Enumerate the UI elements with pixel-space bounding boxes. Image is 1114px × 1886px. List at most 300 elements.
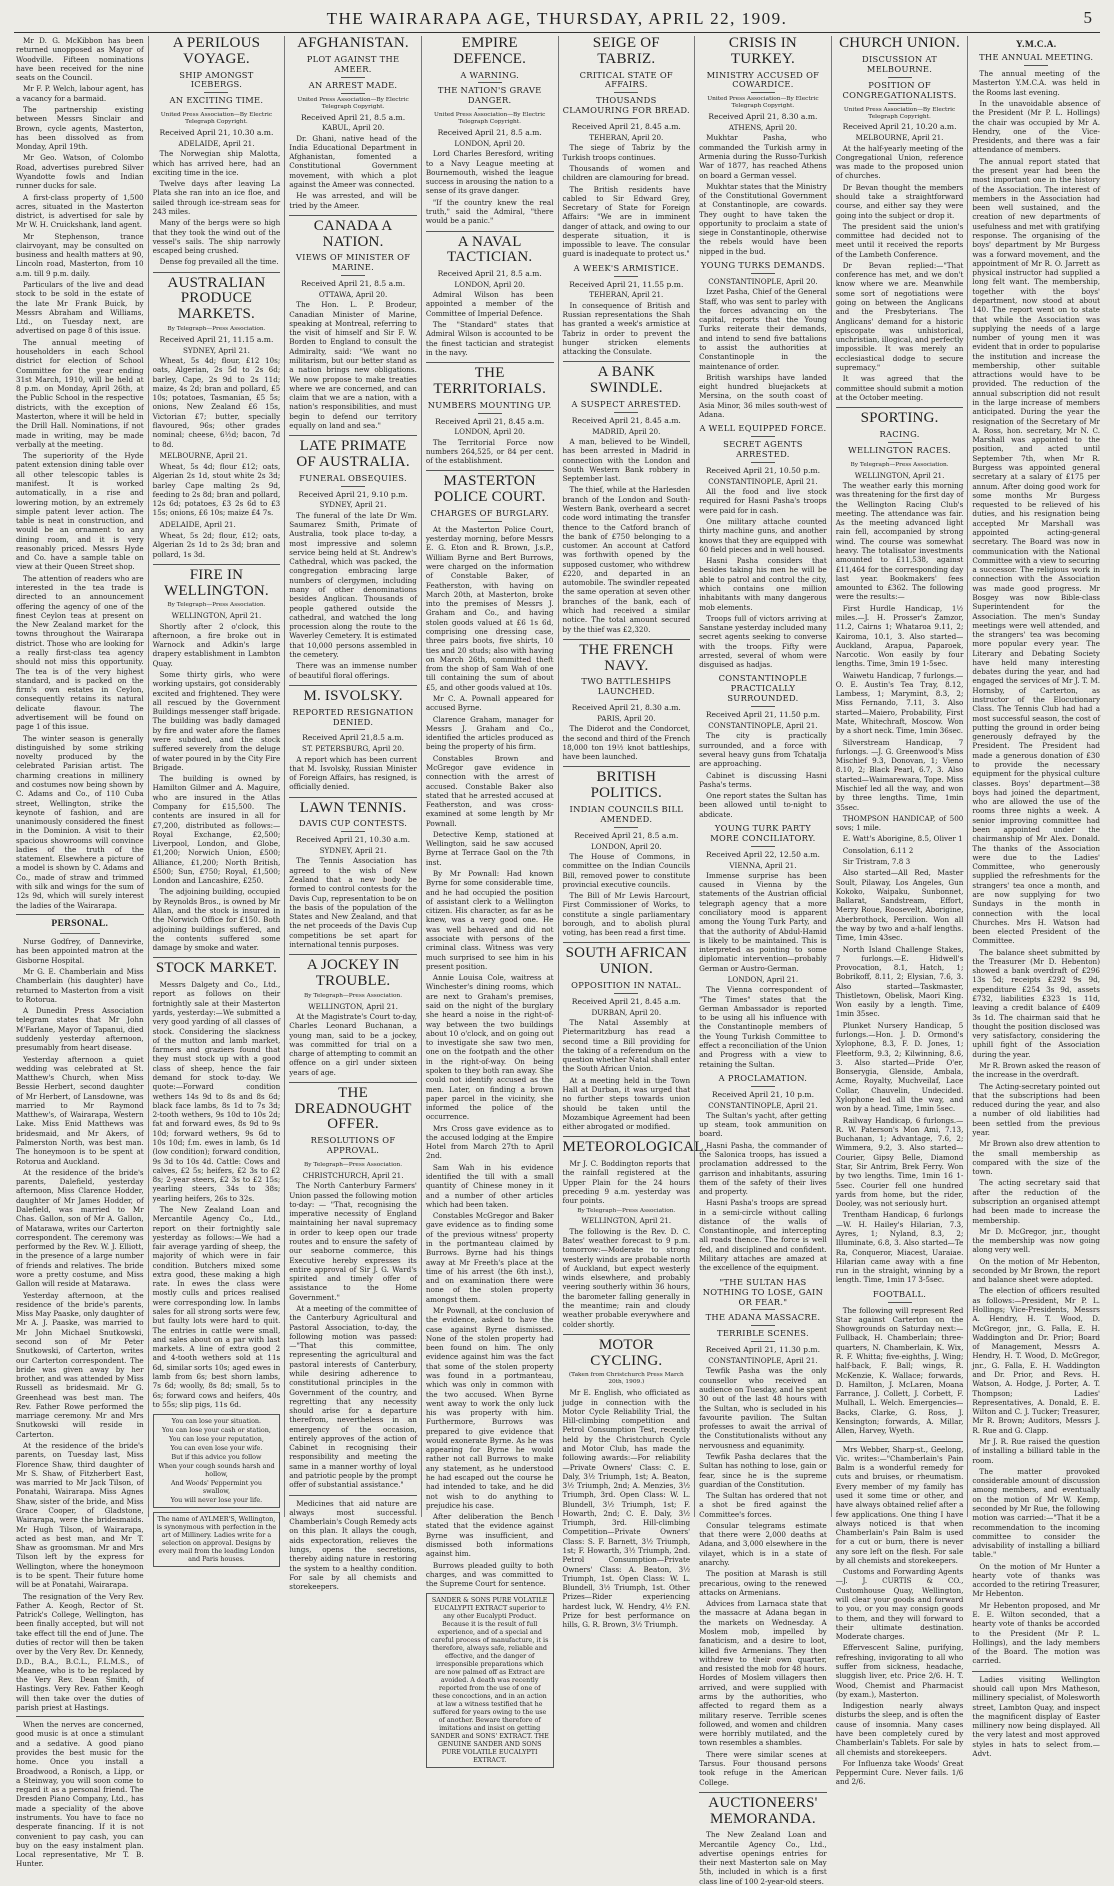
- paragraph: Izzet Pasha, Chief of the General Staff, who was sent to parley with the forces advancing on the capital, reports that the Young Turks reiterate their demands, and intend to send five battalions to assist the authorities at Constantinople in the maintenance of order.: [699, 287, 827, 371]
- credit-line: United Press Association—By Electric Telegraph Copyright.: [433, 112, 546, 126]
- article-body: [289, 856, 417, 949]
- article-body: [699, 487, 827, 669]
- credit-line: United Press Association—By Electric Telegraph Copyright.: [160, 112, 273, 126]
- headline: SEIGE OF TABRIZ.: [592, 35, 660, 67]
- headline: A BANK SWINDLE.: [589, 364, 663, 397]
- article-tabriz: [563, 36, 691, 259]
- paragraph: In the unavoidable absence of the President (Mr P. L. Hollings) the chair was occupied by Mr A. Hendry, one of the Vice-Presidents, and there was a fair attendance of members.: [972, 99, 1100, 155]
- dateline: Received April 21, 8.30 a.m.: [708, 112, 818, 122]
- paragraph: A Dunedin Press Association telegram states that Mr John M'Farlane, Mayor of Tapanui, died suddenly yesterday afternoon, presumably from heart disease.: [16, 1006, 144, 1053]
- saline-advertisement: Effervescent Saline, purifying, refreshing, invigorating to all who suffer from sickness, headache, sluggish liver, etc. Price 2/6. H. T. Wood, Chemist and Pharmacist (by exam.), Masterton.: [835, 1643, 964, 1699]
- article-body: [563, 301, 691, 357]
- subheadline: SHIP AMONGST ICEBERGS.: [153, 71, 281, 94]
- article-body: [699, 1366, 827, 1786]
- column-5: [558, 35, 708, 1630]
- place-line: TEHERAN, April 20.: [589, 133, 664, 143]
- article-body: [563, 437, 691, 634]
- subheadline: THE ANNUAL MEETING.: [972, 53, 1100, 66]
- paragraph: The Territorial Force now numbers 264,525, or 84 per cent. of the establishment.: [425, 437, 554, 466]
- dateline: Received April 21, 10.50 p.m.: [705, 466, 821, 476]
- article-body: [426, 525, 554, 1589]
- article-body: [153, 622, 281, 953]
- cough-remedy-advertisement: Medicines that aid nature are always most successful. Chamberlain's Cough Remedy acts on this plan. It allays the cough, aids expectoration, relieves the lungs, opens the secretions, thereby aiding nature in restoring the system to a healthy condition. For sale by all chemists and storekeepers.: [289, 1498, 417, 1592]
- paragraph: At the Magistrate's Court to-day, Charles Leonard Buchanan, a young man, said to be a jockey, was committed for trial on a charge of attempting to commit an offence on a girl under sixteen years of age.: [289, 1011, 417, 1077]
- article-body: [153, 980, 281, 1409]
- column-4: [421, 35, 558, 1765]
- paragraph: The annual report stated that the present year had been the most important one in the history of the Association. The interest of members in the Association had been well sustained, and the creation of new departments of usefulness and met with gratifying response. The organising of the boys' department by Mr Burgess was a forward movement, and the appointment of Mr R. O. Jarrett as physical instructor had supplied a long felt want. The membership, together with the boys' department, now stood at about 140. The report went on to state that while the Association was supplying the needs of a large number of young men it was evident that in order to popularise the institution and increase the membership, other suitable attractions would have to be provided. The reduction of the annual subscription did not result in the large increase of members anticipated. During the year the resignation of the Secretary of Mr A. Ross, hon. secretary, Mr N. C. Marshall was appointed to the position, and acted until September 7th, when Mr R. Burgess was appointed general secretary at a salary of £175 per annum. After doing good work for some months Mr Burgess requested to be relieved of his duties, and his resignation being accepted Mr Marshall was appointed acting-general secretary. The Board was now in communication with the National Committee with a view to securing a successor. The religious work in connection with the Association was made good progress. Mr Bosgey was now Bible-class Superintendent for the Association. The men's Sunday meetings were well attended, and the strangers' tea was becoming more popular every year. The Literary and Debating Society have held many interesting debates during the year, and had engaged the services of Mr J. T. M. Hornsby, of Carterton, as instructor of the Elocutionary Class. The Tennis Club had had a most successful season, the cost of putting the ground in order being generously defrayed by the President. The President had made a generous donation of £30 to provide the necessary equipment for the physical culture classes. Boys' department—38 boys had joined the department, who are allowed the use of the rooms three nights a week. A senior improving committee had been appointed under the chairmanship of Mr Alex. Donald. The thanks of the Association were due to the Ladies' Committee, who generously supplied the refreshments for the strangers' tea once a month, and are now supplying for two Sundays in the month in connection with the local Churches. Mrs H. Watson had been elected President of the Committee.: [972, 156, 1100, 946]
- headline: A PERILOUS VOYAGE.: [172, 35, 261, 67]
- article-perilous-voyage: [153, 36, 281, 267]
- subheadline: CHARGES OF BURGLARY.: [426, 509, 554, 522]
- paragraph: A report which has been current that M. Isvolsky, Russian Minister of Foreign Affairs, has resigned, is officially denied.: [289, 754, 417, 792]
- paragraph: Burrows pleaded guilty to both charges, and was committed to the Supreme Court for sentence.: [425, 1560, 554, 1589]
- paragraph: Tewfik Pasha was the only counsellor who received an audience on Tuesday, and he spent 30 out of the last 48 hours with the Sultan, who is secluded in his favourite pavilion. The Sultan professes to await the arrival of the Constitutionalists without any nervousness and equanimity.: [699, 1366, 827, 1450]
- article-police-court: [426, 474, 554, 1588]
- paragraph: The annual meeting of householders in each School district for election of School Committee for the year ending 31st March, 1910, will be held at 8 p.m. on Monday, April 26th, at the Public School in the respective districts, with the exception of Masterton, where it will be held in the Drill Hall. Nominations, if not made in writing, may be made verbally at the meeting.: [16, 337, 144, 449]
- place-line: SYDNEY, April 21.: [319, 500, 387, 510]
- article-body: [563, 852, 691, 938]
- paragraph: There was an immense number of beautiful floral offerings.: [289, 661, 417, 680]
- paragraph: "If the country knew the real truth," said the Admiral, "there would be a panic.": [425, 197, 554, 226]
- dateline: Received April 21, 8.5 a.m.: [437, 128, 542, 138]
- credit-line: United Press Association—By Electric Telegraph Copyright.: [843, 106, 956, 120]
- paragraph: The British residents have cabled to Sir Edward Grey, Secretary of State for Foreign Affairs: "We are in imminent danger of attack, and owing to our desperate situation, it is impossible to leave. The consular guard is inadequate to protect us.": [562, 184, 691, 259]
- article-body: [289, 300, 417, 430]
- paragraph: On the motion of Mr Hebenton, seconded by Mr Brown, the report and balance sheet were adopted.: [972, 1256, 1100, 1285]
- article-well-equipped-force: [699, 424, 827, 669]
- subheadline: YOUNG TURKS DEMANDS.: [699, 261, 827, 274]
- paragraph: Wheat, 5s 2d; flour, £12; oats, Algerian 2s 1d to 2s 3d; bran and pollard, 1s 3d.: [152, 531, 281, 559]
- credit-line: By Telegraph—Press Association.: [167, 602, 266, 609]
- paragraph: Wheat, 5s 4d; flour £12; oats, Algerian 2s 1d, stout white 2s 3d; barley Cape malting 2s 9d, feeding to 2s 8d; bran and pollard, 12s 6d; potatoes, £3 2s 6d to £3 15s; onions, £6 10s; maize £4 7s.: [152, 462, 281, 518]
- article-proclamation: [699, 1074, 827, 1273]
- paragraph: The Sultan has ordered that not a shot be fired against the Committee's forces.: [699, 1491, 827, 1519]
- paragraph: Mr J. R. Rue raised the question of installing a billiard table in the room.: [972, 1436, 1100, 1465]
- article-sporting: [836, 411, 964, 1285]
- paragraph: Thousands of women and children are clamouring for bread.: [562, 163, 691, 183]
- place-line: OTTAWA, April 20.: [318, 290, 388, 300]
- article-football: [836, 1290, 964, 1436]
- paragraph: The partnership existing between Messrs Sinclair and Brown, cycle agents, Masterton, has been dissolved as from Monday, April 19th.: [16, 104, 144, 152]
- headline: M. ISVOLSKY.: [303, 687, 403, 704]
- article-body: [699, 133, 827, 256]
- subheadline: VIEWS OF MINISTER OF MARINE.: [289, 253, 417, 276]
- paragraph: Particulars of the live and dead stock to be sold in the estate of the late Mr Frank Buick, by Messrs Abraham and Williams, Ltd., on Tuesday next, are advertised on page 8 of this issue.: [16, 280, 144, 336]
- paragraph: The "Standard" states that Admiral Wilson is accounted to be the finest tactician and strategist in the navy.: [425, 319, 554, 357]
- dateline: Received April 21, 11.55 p.m.: [569, 279, 684, 289]
- paragraph: On the motion of Mr Hunter a hearty vote of thanks was accorded to the retiring Treasurer, Mr Hebenton.: [972, 1561, 1100, 1599]
- paragraph: The New Zealand Loan and Mercantile Agency Co., Ltd., advertise openings entries for their next Masterton sale on May 5th, included in which is a first class line of 100 2-year-old steers.: [699, 1830, 827, 1886]
- dateline: Received April 21, 8.5 a.m.: [437, 269, 542, 279]
- headline: BRITISH POLITICS.: [590, 769, 662, 802]
- article-lawn-tennis: [289, 801, 417, 950]
- paragraph: The following will represent Red Star against Carterton on the Showgrounds on Saturday next:—Fullback, H. Chamberlain; three-quarters, N. Chamberlain, K. Wix, R. F. Whitta; five-eighths, J. Wing; half-back, F. Ball; wings, R. McKenzie, K. Wallace; forwards, D. Hamilton, J. McLaren, Moana Farrance, J. Collett, J. Corbett, F. Mulhall, L. Welch. Emergencies—Backs, Clarke, G. Ross, J. Kensington; forwards, A. Millar, Allen, Harvey, Wyeth.: [835, 1305, 964, 1436]
- paragraph: Clarence Graham, manager for Messrs J. Graham and Co., identified the articles produced as being the property of his firm.: [425, 714, 554, 752]
- credit-line: By Telegraph—Press Association.: [167, 325, 266, 332]
- paragraph: Mr F. P. Welch, labour agent, has a vacancy for a barmaid.: [16, 84, 144, 103]
- dateline: Received April 21, 8.5 a.m.: [300, 279, 406, 289]
- paragraph: The Sultan's yacht, after getting up steam, took ammunition on board.: [699, 1110, 827, 1139]
- paragraph: A first-class property of 1,500 acres, situated in the Masterton district, is advertised for sale by Mr W. H. Cruickshank, land agent.: [16, 192, 144, 230]
- paragraph: Silverstream Handicap, 7 furlongs. —J. G. Greenwood's Miss Mischief 9.3, Donovan, 1; Vieno 8.10, 2; Black Pearl, 6.7, 3. Also started—Waimarewara, Tope. Miss Mischief led all the way, and won by three lengths. Time, 1min 35sec.: [835, 737, 964, 812]
- paragraph: Shortly after 2 o'clock, this afternoon, a fire broke out in Warnock and Adkin's large drapery establishment in Lambton Quay.: [152, 621, 281, 668]
- headline: Y.M.C.A.: [1015, 40, 1057, 50]
- masthead: [14, 6, 1100, 33]
- article-surrounded: [699, 674, 827, 818]
- article-armistice: [563, 264, 691, 357]
- place-line: MADRID, April 20.: [592, 426, 661, 436]
- article-naval-tactician: [426, 235, 554, 358]
- paragraph: Mr R. Brown asked the reason of the increase in the overdraft.: [972, 1061, 1100, 1080]
- paragraph: Dr Bevan thought the members should take a straightforward course, and either say they were going into the subject or drop it.: [835, 182, 964, 220]
- paragraph: Wheat, 5s 4d; flour, £12 10s; oats, Algerian, 2s 5d to 2s 6d; barley, Cape, 2s 9d to 2s 11d; maize, 4s 2d; bran and pollard, £5 10s; potatoes, Tasmanian, £5 5s; onions, New Zealand £6 15s, Victorian £7; butter, specially flavoured, 96s; other grades nominal; cheese, 6½d; bacon, 7d to 8d.: [152, 355, 281, 449]
- article-body: [563, 1159, 691, 1205]
- dateline: Received April 21, 11.30 p.m.: [705, 1345, 821, 1355]
- paragraph: It was agreed that the committee should submit a motion at the October meeting.: [835, 374, 964, 402]
- article-body: [289, 511, 417, 680]
- column-2: [148, 35, 285, 1564]
- subheadline: TWO BATTLESHIPS LAUNCHED.: [563, 677, 691, 700]
- subheadline: YOUNG TURK PARTY MORE CONCILIATORY.: [699, 824, 827, 847]
- subheadline: FOOTBALL.: [836, 1290, 964, 1303]
- paragraph: Nurse Godfrey, of Dannevirke, has been appointed matron at the Gisborne Hospital.: [16, 937, 144, 965]
- paragraph: The city is practically surrounded, and a force with several heavy guns from Tchatalja are approaching.: [699, 731, 827, 769]
- aylmers-advertisement: [153, 1512, 281, 1567]
- paragraph: He was arrested, and will be tried by the Ameer.: [289, 191, 417, 210]
- headline: METEOROLOGICAL.: [562, 1139, 708, 1156]
- headline: AUCTIONEERS' MEMORANDA.: [708, 1794, 818, 1827]
- paragraph: The balance sheet submitted by the Treasurer (Mr D. Hebenton) showed a bank overdraft of £296 13s 5d; receipts £292 9s 9d, expenditure £254 3s 9d, assets £732, liabilities £323 1s 11d, leaving a credit balance of £409 3s 1d. The chairman said that he thought the position disclosed was very satisfactory, considering the uphill fight of the Association during the year.: [972, 947, 1100, 1059]
- paragraph: The Tennis Association has agreed to the wish of New Zealand that a new body be formed to control contests for the Davis Cup, representation to be on the basis of the population of the States and New Zealand, and that the net proceeds of the Davis Cup competitions be set apart for international tennis purposes.: [289, 856, 417, 949]
- paragraph: Mr Pownall, at the conclusion of the evidence, asked to have the case against Byrne dismissed. None of the stolen property had been found on him. The only evidence against him was the fact that some of the stolen property was found in a portmanteau, which was only in common with the two accused. When Byrne went away to work the only luck his was property with him. Furthermore, Burrows was prepared to give evidence that would exonerate Byrne. As he was appearing for Byrne he would rather not call Burrows to make any statement, as he understood he had escaped out the course he had intended to take, and he did not wish to do anything to prejudice his case.: [425, 1305, 554, 1510]
- article-body: [699, 731, 827, 819]
- dateline: Received April 21, 8.5 a.m.: [574, 830, 679, 840]
- paragraph: Constables McGregor and Baker gave evidence as to finding some of the previous witness' property in the portmanteau claimed by Burrows. Byrne had his things away at Mr Freeth's place at the time of his arrest (the 6th inst.), and on examination there were none of the stolen property amongst them.: [425, 1211, 554, 1304]
- paragraph: There were similar scenes at Tarsus. Four thousand persons took refuge in the American College.: [699, 1749, 827, 1787]
- article-body: [972, 69, 1100, 1666]
- paragraph: Sam Wah in his evidence identified the till with a small quantity of Chinese money in it and a number of other articles which had been taken.: [425, 1162, 554, 1209]
- paragraph: The acting secretary said that after the reduction of the subscription an organised attempt had been made to increase the membership.: [972, 1178, 1100, 1225]
- article-crisis-turkey: [699, 36, 827, 256]
- headline: AUSTRALIAN PRODUCE MARKETS.: [167, 274, 266, 323]
- article-dreadnought: [289, 1086, 417, 1490]
- paragraph: You can lose your reputation,: [169, 1435, 264, 1444]
- place-line: LONDON, April 21.: [727, 974, 799, 984]
- paragraph: Mr Brown also drew attention to the small membership as compared with the size of the town.: [972, 1139, 1100, 1177]
- paragraph: The siege of Tabriz by the Turkish troops continues.: [562, 143, 691, 162]
- place-line: MELBOURNE, April 21.: [855, 133, 944, 143]
- paragraph: Mr J. C. Boddington reports that the rainfall registered at the Upper Plain for the 24 hours preceding 9 a.m. yesterday was four points.: [562, 1159, 691, 1206]
- dateline: Received April 21, 8.45 a.m.: [571, 122, 681, 132]
- paragraph: The president said the union's committee had decided not to meet until it received the reports of the Lambeth Conference.: [835, 221, 964, 259]
- place-line: VIENNA, April 21.: [729, 860, 797, 870]
- credit-line: By Telegraph—Press Association.: [304, 1162, 403, 1169]
- place-line: ADELAIDE, April 21.: [178, 139, 255, 149]
- headline: MOTOR CYCLING.: [590, 1336, 663, 1369]
- subheadline: REPORTED RESIGNATION DENIED.: [289, 708, 417, 731]
- paragraph: The following is the Rev. D. C. Bates' weather forecast to 9 p.m. tomorrow:—Moderate to strong westerly winds are probable north of Auckland, but expect westerly winds elsewhere, and probably veering southerly within 36 hours, the barometer falling generally in the meantime; rain and cloudy weather probable everywhere and colder shortly.: [562, 1226, 691, 1329]
- article-body: [153, 149, 281, 266]
- article-young-turks-demands: [699, 261, 827, 419]
- paragraph: Waiwetu Handicap, 7 furlongs.—O. E. Austin's Tea Tray, 8.12, Lambess, 1; Marymint, 8.3, 2; Miss Fernando, 7.11, 3. Also started—Maiero, Probability, First Mate, Whitechraft, Moscow. Won by a short neck. Time, 1min 36sec.: [835, 670, 964, 736]
- paragraph: You can lose your cash or station,: [162, 1426, 271, 1435]
- article-afghanistan: [289, 36, 417, 210]
- paragraph: Sir Tristram, 7.8 3: [842, 856, 911, 866]
- article-british-politics: [563, 770, 691, 937]
- paragraph: Also started—All Red, Master Soult, Pilaway, Los Angeles, Gun Kokoko, Waipaku, Sunbonnet, Ballarat, Sandstream, Effort, Merry Roue, Roosevelt, Aborigine, Aberbrothock, Percilion. Won all the way by two and a-half lengths. Time, 1min 43sec.: [835, 868, 964, 943]
- paragraph: E. Watt's Aborigine, 8.5, Oliver 1: [842, 834, 963, 844]
- paragraph: Hasni Pasha, the commander of the Salonica troops, has issued a proclamation addressed to the garrison and inhabitants, assuring them of the safety of their lives and property.: [699, 1140, 827, 1197]
- article-body: [426, 290, 554, 357]
- paragraph: A man, believed to be Windell, has been arrested in Madrid in connection with the London and South Western Bank robbery in September last.: [562, 436, 691, 484]
- dateline: Received April 21, 8.30 a.m.: [571, 703, 681, 713]
- paragraph: The annual meeting of the Masterton Y.M.C.A. was held in the Rooms last evening.: [972, 69, 1100, 97]
- paragraph: British warships have landed eight hundred bluejackets at Mersina, on the south coast of Asia Minor, 36 miles south-west of Adana.: [699, 372, 827, 419]
- place-line: DURBAN, April 20.: [591, 1007, 662, 1017]
- paragraph: The winter season is generally distinguished by some striking novelty produced by the celebrated Parisian artist. The charming creations in millinery and costumes now being shown by C. Adams and Co., of 110 Cuba street, Wellington, strike the keynote of fashion, and are unanimously considered the finest in the Dominion. A visit to their spacious showrooms will convince ladies of the truth of the statement. Elsewhere a picture of a model is shown by C. Adams and Co., made of straw and trimmed with silk and wings for the sum of 12s 9d, which will surely interest the ladies of the Wairarapa.: [16, 733, 144, 910]
- article-body: [289, 755, 417, 792]
- paragraph: Hasni Pasha's troops are spread in a semi-circle without calling distance of the walls of Constantinople, and intercepting all roads thence. The force is well fed, and disciplined and confident. Military attaches are amazed at the excellence of the equipment.: [699, 1198, 827, 1273]
- headline: CHURCH UNION.: [839, 35, 961, 51]
- place-line: SYDNEY, April 21.: [182, 345, 250, 355]
- piano-advertisement: When the nerves are concerned, good music is at once a stimulant and a sedative. A good piano provides the best music for the home. Once you install a Broadwood, a Ronisch, a Lipp, or a Steinway, you will soon come to regard it as a personal friend. The Dresden Piano Company, Ltd., has made a speciality of the above instruments. You have to face no desperate financing. If it is not convenient to pay cash, you can buy on the easy instalment plan. Local representative, Mr T. B. Hunter.: [16, 1720, 144, 1869]
- paragraph: The thief, while at the Harlesden branch of the London and South-Western Bank, overheard a secret code word intimating the transfer thence to the Catford branch of the bank of £750 belonging to a customer. An account at Catford was forthwith opened by the supposed customer, who withdrew £220, and departed in an automobile. The swindler repeated the same operation at seven other branches of the bank, each of which had received a similar notice. The total amount secured by the thief was £2,320.: [562, 485, 691, 634]
- headline: THE FRENCH NAVY.: [579, 641, 674, 674]
- article-south-african-union: [563, 946, 691, 1131]
- paragraph: The Norwegian ship Malotta, which has arrived here, had an exciting time in the ice.: [152, 149, 281, 177]
- headline: AFGHANISTAN.: [297, 35, 409, 51]
- place-line: WELLINGTON, April 21.: [308, 1001, 398, 1011]
- paragraph: Mr Geo. Watson, of Colombo Road, advertises purebred Silver Wyandotte fowls and Indian runner ducks for sale.: [16, 153, 144, 191]
- subheadline: THE NATION'S GRAVE DANGER.: [426, 86, 554, 109]
- subheadline: DAVIS CUP CONTESTS.: [289, 819, 417, 832]
- paragraph: The House of Commons, in committee on the Indian Councils Bill, removed power to constitute provincial executive councils.: [562, 851, 691, 889]
- paragraph: North Island Challenge Stakes, 7 furlongs.—E. Hidwell's Provocation, 8.1, Hatch, 1; Bobrikoff, 8.11, 2; Elysian, 7.6, 3. Also started—Taskmaster, Thistletown, Obelisk, Maori King. Won easily by a length. Time, 1min 35sec.: [835, 944, 964, 1019]
- paragraph: Yesterday afternoon a quiet wedding was celebrated at St. Matthew's Church, when Miss Bessie Herbert, second daughter of Mr Herbert, of Lansdowne, was married to Mr Raymond Matthew's, of Wairarapa, Western Lake. Miss Enid Matthews was bridesmaid, and Mr Akers, of Palmerston North, was best man. The honeymoon is to be spent at Rotorua and Auckland.: [16, 1054, 144, 1166]
- article-body: [426, 438, 554, 466]
- paragraph: When your cough sounds harsh and hollow,: [158, 1462, 275, 1479]
- paragraph: The election of officers resulted as follows:—President, Mr P. L. Hollings; Vice-Presidents, Messrs A. Hendry, H. T. Wood, D. McGregor, jnr., G. Falla, E. H. Waddington and Dr. Prior; Board of Management, Messrs A. Hendry, H. T. Wood, D. McGregor, jnr., G. Falla, E. H. Waddington and Dr. Prior, and Revs. H. Watson, A. Hodge, J. Porter, A. T. Thompson; Ladies' Representatives, A. Donald, E. E. Wilton and C. J. Tucker; Treasurer, Mr R. Brown; Auditors, Messrs J. R. Rue and G. Clapp.: [972, 1286, 1100, 1435]
- headline: LAWN TENNIS.: [299, 799, 407, 816]
- paragraph: You can even lose your wife.: [170, 1444, 263, 1453]
- article-isvolsky: [289, 689, 417, 792]
- paragraph: In consequence of British and Russian representations the Shah has granted a week's armistice at Tabriz in order to prevent the hunger stricken elements attacking the Consulate.: [562, 300, 691, 357]
- paragraph: Hasni Pasha considers that besides taking his men he will be able to patrol and control the city, which contains one million inhabitants with many dangerous mob elements.: [699, 556, 827, 612]
- paragraph: The adjoining building, occupied by Reynolds Bros., is owned by Mr Allan, and the stock is insured in the Norwich Office for £150. Both adjoining buildings suffered, and the contents suffered some damage by smoke and water.: [152, 887, 281, 953]
- dateline: Received April 21, 10.20 a.m.: [842, 122, 957, 132]
- article-conciliatory: [699, 824, 827, 1069]
- dateline: Received April 21, 10.30 a.m.: [159, 128, 274, 138]
- subheadline: DISCUSSION AT MELBOURNE.: [836, 55, 964, 78]
- paragraph: But if this advice you follow: [171, 1453, 262, 1462]
- tablets-advertisement: Indigestion nearly always disturbs the sleep, and is often the cause of insomnia. Many cases have been completely cured by Chamberlain's Tablets. For sale by all chemists and storekeepers.: [835, 1701, 964, 1757]
- paragraph: First Hurdle Handicap, 1½ miles.—J. H. Prosser's Zamzor, 11.2, Cairns 1; Whataroa 9.11, 2; Kairoma, 10.1, 3. Also started—Auckland, Arapua, Paparoek, Narcotic. Won easily by four lengths. Time, 3min 19 1-5sec.: [835, 603, 964, 669]
- article-body: [699, 871, 827, 973]
- dateline: Received April 21, 8.45 a.m.: [571, 415, 681, 425]
- ad-text: SANDER & SONS PURE VOLATILE EUCALYPTI EXTRACT superior to any other Eucalypti Product. Because it is the result of full experience, and of a special and careful process of manufacture, it is therefore, always safe, reliable and effective, and the danger of irresponsible preparations which are now palmed off as Extract are avoided. A death was recently reported from the use of one of these concoctions, and in an action at law a witness testified that he suffered for years owing to the use of another. Beware therefore of imitations and insist on getting SANDER and SONS' EXTRACT. THE GENUINE SANDER AND SONS PURE VOLATILE EUCALYPTI EXTRACT.: [430, 1596, 549, 1765]
- paragraph: THOMPSON HANDICAP, of 500 sovs; 1 mile.: [835, 813, 964, 833]
- columns: [12, 35, 1104, 1886]
- article-body: [563, 1227, 691, 1329]
- place-line: CONSTANTINOPLE, April 20.: [708, 276, 818, 286]
- paragraph: Twelve days after leaving La Plata she ran into an ice floe, and sailed through ice-stream seas for 243 miles.: [152, 179, 281, 217]
- paragraph: You will never lose your life.: [170, 1496, 263, 1505]
- paragraph: Mr D. McGregor, jnr., thought the membership was now going along very well.: [972, 1226, 1100, 1255]
- subheadline: SECRET AGENTS ARRESTED.: [699, 440, 827, 463]
- column-3: [284, 35, 421, 1592]
- dateline: Received April 21, 8.45 a.m.: [435, 416, 545, 426]
- paragraph: Admiral Wilson has been appointed a member of the Committee of Imperial Defence.: [425, 290, 554, 318]
- paragraph: At the half-yearly meeting of the Congregational Union, reference was made to the proposed union of churches.: [835, 143, 964, 181]
- headline: CRISIS IN TURKEY.: [728, 35, 797, 67]
- article-ymca: [972, 39, 1100, 1666]
- paragraph: And Woods' Peppermint you swallow,: [170, 1479, 262, 1496]
- paragraph: At the residence of the bride's parents, Dalefield, yesterday afternoon, Miss Clarence Hodder, daughter of Mr James Hodder, of Dalefield, was married to Mr Chas. Gallon, son of Mr A. Gallon, of Matarawa, writes our Carterton correspondent. The ceremony was performed by the Rev. W. J. Elliott, in the presence of a large number of friends and relatives. The bride wore a pretty costume, and Miss Gallon will reside at Matarawa.: [16, 1167, 144, 1289]
- column-8: [967, 36, 1104, 1758]
- credit-line: United Press Association—By Electric Telegraph Copyright.: [707, 96, 819, 110]
- paragraph: The Hon. L. P. Brodeur, Canadian Minister of Marine, speaking at Montreal, referring to the visit of himself and Sir F. W. Borden to England to consult the Admiralty, said: "We want no militarism, but our better stand as a nation brings new obligations. We now propose to make treaties where we are concerned, and can claim that we are a nation, with a nation's responsibilities, and must begin to defend our territory equally on land and sea.": [289, 300, 417, 430]
- paragraph: The North Canterbury Farmers' Union passed the following motion to-day: — "That, recognising the imperative necessity of England maintaining her naval supremacy in order to keep open our trade routes and to ensure the safety of our seaborne commerce, this Executive hereby expresses its entire approval of Sir J. G. Ward's spirited and timely offer of assistance to the Home Government.": [289, 1181, 417, 1302]
- subheadline: CRITICAL STATE OF AFFAIRS.: [563, 71, 691, 94]
- paragraph: At a meeting held in the Town Hall at Durban, it was urged that no further steps towards union should be taken until the Mozambique Agreement had been either abrogated or modified.: [562, 1075, 691, 1132]
- masthead-title: THE WAIRARAPA AGE, THURSDAY, APRIL 22, 1909.: [326, 9, 788, 28]
- dateline: Received April 21, 10.30 a.m.: [296, 835, 411, 845]
- headline: THE TERRITORIALS.: [433, 365, 547, 397]
- dateline: Received April 21,8.5 a.m.: [302, 733, 404, 743]
- paragraph: At the residence of the bride's parents, on Tuesday last, Miss Florence Shaw, third daughter of Mr S. Shaw, of Fitzherbert East, was married to Mr Jack Tilson, of Ponatahi, Wairarapa. Miss Agnes Shaw, sister of the bride, and Miss Grace Cooper, of Gladstone, Wairarapa, were the bridesmaids. Mr Hugh Tilson, of Wairarapa, acted as best man, and Mr T. Shaw as groomsman. Mr and Mrs Tilson left by the express for Wellington, where the honeymoon is to be spent. Their future home will be at Ponatahi, Wairarapa.: [16, 1441, 144, 1590]
- paragraph: One report states the Sultan has been allowed until to-night to abdicate.: [699, 791, 827, 819]
- article-body: [836, 1306, 964, 1436]
- place-line: CONSTANTINOPLE, April 21.: [708, 476, 818, 486]
- paragraph: The weather early this morning was threatening for the first day of the Wellington Racing Club's meeting. The attendance was fair. As the meeting advanced light rain fell, accompanied by strong wind. The course was somewhat heavy. The totalisator investments amounted to £11,538, against £11,464 for the corresponding day last year. Bookmakers' fees amounted to £362. The following were the results:—: [835, 481, 964, 602]
- subheadline: PLOT AGAINST THE AMEER.: [289, 55, 417, 78]
- subheadline: FUNERAL OBSEQUIES.: [289, 474, 417, 487]
- paragraph: After deliberation the Bench stated that the evidence against Byrne was insufficient, and dismissed both informations against him.: [425, 1512, 554, 1559]
- paragraph: At a meeting of the committee of the Canterbury Agricultural and Pastoral Association, to-day, the following motion was passed:—"That this committee, representing the agricultural and pastoral interests of Canterbury, while desiring adherence to constitutional principles in the Government of the country, and regretting that any necessity should arise for a departure therefrom, nevertheless in an emergency of the occasion, entirely approves of the action of Cabinet in recognising their responsibility and meeting the same in a manner worthy of loyal and patriotic people by the prompt offer of substantial assistance.": [289, 1303, 417, 1490]
- millinery-advertisement: Ladies visiting Wellington should call upon Mrs Matheson, millinery specialist, of Molesworth street, Lambton Quay, and inspect the magnificent display of Easter millinery now being displayed. All the very latest and most approved styles in hats to select from.—Advt.: [972, 1674, 1100, 1758]
- personal-heading: PERSONAL.: [51, 918, 109, 929]
- paragraph: The matter provoked considerable amount of discussion among members, and eventually on the motion of Mr W. Kemp, seconded by Mr Rue, the following motion was carried:—"That it be a recommendation to the incoming committee to consider the advisability of installing a billiard table.": [972, 1466, 1100, 1560]
- place-line: WELLINGTON, April 21.: [854, 470, 945, 480]
- paragraph: Annie Louisa Cole, waitress at Winchester's dining rooms, which are next to Graham's premises, said on the night of the burglary she heard a noise in the right-of-way between the two buildings about 10 o'clock, and on going out to investigate she saw two men, one on the footpath and the other in the right-of-way. On being spoken to they both ran away. She could not identify accused as the men. Later, on finding a brown paper parcel in the vicinity, she informed the police of the occurrence.: [425, 973, 554, 1122]
- personal-notes: [16, 937, 144, 1712]
- headline: MASTERTON POLICE COURT.: [433, 473, 546, 506]
- paragraph: Consular telegrams estimate that there were 2,000 deaths at Adana, and 3,000 elsewhere in the vilayet, which is in a state of anarchy.: [699, 1520, 827, 1568]
- paragraph: One military attache counted thirty machine guns, and another knows that they are equipped with 60 field pieces and in well housed.: [699, 516, 827, 554]
- subheadline: A WEEK'S ARMISTICE.: [563, 264, 691, 277]
- article-body: [563, 724, 691, 761]
- paragraph: The Natal Assembly at Pietermaritzburg has read a second time a Bill providing for the taking of a referendum on the question whether Natal shall enter the South African Union.: [562, 1017, 691, 1074]
- paragraph: Some thirty girls, who were working upstairs, got considerably excited and frightened. They were all rescued by the Government Buildings messenger staff brigade. The building was badly damaged by fire and water afore the flames were subdued, and the stock suffered severely from the deluge of water poured in by the City Fire Brigade.: [152, 670, 281, 772]
- place-line: LONDON, April 20.: [454, 427, 525, 437]
- paragraph: Immense surprise has been caused in Vienna by the statements of the Austrian official telegraph agency that a more conciliatory mood is apparent among the Young Turk Party, and that the authority of Abdul-Hamid is likely to be maintained. This is interpreted as pointing to some diplomatic intervention—probably German or Austro-German.: [699, 870, 827, 973]
- paragraph: The Bill of Mr Lewis Harcourt, First Commissioner of Works, to constitute a single parliamentary borough, and to abolish plural voting, has been read a first time.: [562, 891, 691, 938]
- article-body: [699, 287, 827, 419]
- paragraph: Plunket Nursery Handicap, 5 furlongs.—Hon. J. D. Ormond's Xylophone, 8.3, F. D. Jones, 1; Fleetform, 9.3, 2; Kilwinning, 8.6, 3. Also started—Pride O'er, Bonserygia, Glenside, Ambala, Acme, Royalty, Muchveilaf, Lace Collar, Chauvelin, Undecided. Xylophone led all the way, and won by a head. Time, 1min 5sec.: [835, 1020, 964, 1114]
- article-territorials: [426, 366, 554, 465]
- paragraph: Many of the bergs were so high that they took the wind out of the vessel's sails. The ship narrowly escaped being crushed.: [152, 218, 281, 256]
- subheadline: AN ARREST MADE.: [289, 81, 417, 94]
- paragraph: Mr C. A. Pownall appeared for accused Byrne.: [425, 693, 554, 713]
- dateline: Received April 21, 11.15 a.m.: [159, 334, 274, 344]
- subheadline: POSITION OF CONGREGATIONALISTS.: [836, 81, 964, 104]
- place-line: ST. PETERSBURG, April 20.: [302, 744, 405, 754]
- paragraph: All the food and live stock required for Hasni Pasha's troops were paid for in cash.: [699, 487, 827, 515]
- paragraph: Advices from Larnaca state that the massacre at Adana began in the markets on Wednesday. A Moslem mob, impelled by fanaticism, and a desire to loot, killed five Armenians. They then withdrew to their own quarter, and resisted the mob for 48 hours. Hordes of Moslem villagers then arrived, and were supplied with arms by the authorities, who affected to regard them as a military reserve. Terrible scenes followed, and women and children were horribly mutilated, and the town resembles a shambles.: [699, 1599, 827, 1748]
- dateline: Received April 21, 8.5 a.m.: [300, 112, 406, 122]
- place-line: CONSTANTINOPLE, April 21.: [708, 1356, 818, 1366]
- paragraph: The superiority of the Hyde patent extension dining table over all other telescopic tables is manifest. It is worked automatically, in a rise and lowering motion, by an extremely simple patent lever action. The table is neat in construction, and would be an ornament to any dining room, and it is very reasonably priced. Messrs Hyde and Co. have a sample table on view at their Queen Street shop.: [16, 451, 144, 572]
- paragraph: Mukhtar states that the Ministry of the Constitutional Government at Constantinople, are cowards. They ought to have taken the opportunity to proclaim a state of siege in Constantinople, otherwise the rebels would have been nipped in the bud.: [699, 181, 827, 256]
- article-stock-market: [153, 961, 281, 1409]
- paragraph: Mr Stephenson, trance clairvoyant, may be consulted on business and health matters at 90, Lincoln road, Masterton, from 10 a.m. till 9 p.m. daily.: [16, 231, 144, 278]
- place-line: CONSTANTINOPLE, April 21.: [708, 721, 818, 731]
- paragraph: The resignation of the Very Rev. Father A. Keogh, Rector of St. Patrick's College, Wellington, has been finally accepted, but will not take effect till the end of June. The duties of rector will then be taken over by the Very Rev. Dr. Kennedy, D.D., B.A., B.C.L., F.L.M.S., of Meanee, who is to be replaced by the Very Rev. Dean Smith, of Hastings. Very Rev. Father Keogh will then take over the duties of parish priest at Hastings.: [16, 1591, 144, 1712]
- headline: THE DREADNOUGHT OFFER.: [294, 1084, 412, 1133]
- paragraph: Trentham Handicap, 6 furlongs—W. H. Hailey's Hilarian, 7.3, Ayres, 1; Nyland, 8.3, 2; Illuminate, 6.8, 3. Also started—Te Ra, Conqueror, Miacest, Uaraiae. Hilarian came away with a fine run in the straight, winning by a length. Time, 1min 17 3-5sec.: [835, 1210, 964, 1285]
- ad-text: The name of AYLMER'S, Wellington, is synonymous with perfection in the art of Millinery. Ladies write for a selection on approval. Designs by every mail from the leading London and Paris houses.: [156, 1515, 277, 1564]
- subheadline: RESOLUTIONS OF APPROVAL.: [289, 1136, 417, 1159]
- paragraph: You can lose your situation.: [171, 1417, 262, 1426]
- subheadline: THE ADANA MASSACRE.: [699, 1313, 827, 1326]
- article-body: [153, 356, 281, 559]
- paragraph: The Vienna correspondent of "The Times" states that the German Ambassador is reported to be using all his influence with the Constantinople members of the Young Turkish Committee to effect a reconciliation of the Union and Progress with a view to retaining the Sultan.: [699, 985, 827, 1069]
- article-body: [699, 1830, 827, 1886]
- subheadline: INDIAN COUNCILS BILL AMENDED.: [563, 805, 691, 828]
- place-line: LONDON, April 20.: [454, 139, 525, 149]
- subheadline: THOUSANDS CLAMOURING FOR BREAD.: [563, 96, 691, 119]
- article-body: [426, 149, 554, 225]
- paragraph: The New Zealand Loan and Mercantile Agency Co., Ltd., report on their fortnightly sale yesterday as follows:—We had a fair average yarding of sheep, the majority of which were in fair condition. Butchers mixed some extra good, these making a high rate. In ewes the class were mostly culls and prices realised were corresponding low. In lambs sales for all strong sorts were few, but faulty lots were hard to quit. The entries in cattle were small, and sales about on a par with last markets. A line of extra good 2 and 4-tooth wethers sold at 11s 6d, similar sorts 10s; aged ewes in lamb from 6s; best shorn lambs, 7s 6d; woolly, 8s 8d; small, 5s to 6s; forward cows and heifers, 40s to 55s; slip pigs, 11s 6d.: [152, 1204, 281, 1409]
- subheadline: MINISTRY ACCUSED OF COWARDICE.: [699, 71, 827, 94]
- paragraph: Mr D. G. McKibbon has been returned unopposed as Mayor of Woodville. Fifteen nominations have been received for the nine seats on the Council.: [16, 36, 144, 83]
- column-7: [831, 35, 968, 1787]
- subheadline: OPPOSITION IN NATAL.: [563, 981, 691, 994]
- paragraph: Lord Charles Beresford, writing to a Navy League meeting at Bournemouth, wished the league success in arousing the nation to a sense of its grave danger.: [425, 149, 554, 196]
- dateline: Received April 21, 10 p.m.: [711, 1089, 815, 1099]
- article-motor-cycling: [563, 1338, 691, 1630]
- paragraph: Mukhtar Pasha, who commanded the Turkish army in Armenia during the Russo-Turkish War of 1877, has reached Athens on board a German vessel.: [699, 133, 827, 180]
- dateline: Received April 21, 9.10 p.m.: [298, 489, 408, 499]
- paragraph: By Mr Pownall: Had known Byrne for some considerable time, and he had occupied the position of assistant clerk to a Wellington citizen. His character, as far as he knew, was a very good one. He was well behaved and did not associate with persons of the criminal class. Witness was very much surprised to see him in his present position.: [425, 869, 554, 971]
- subheadline: A PROCLAMATION.: [699, 1074, 827, 1087]
- article-church-union: [836, 36, 964, 402]
- paragraph: The Diderot and the Condorcet, the second and third of the French 18,000 ton 19½ knot battleships, have been launched.: [562, 724, 691, 762]
- article-french-navy: [563, 643, 691, 762]
- dateline: Received April 21, 11.50 p.m.: [705, 710, 821, 720]
- paragraph: The building is owned by Hamilton Gilmer and A. Maguire, who are insured in the Atlas Company for £15,500. The contents are insured in all for £7,200, distributed as follows:—Royal Exchange, £2,500; Liverpool, London, and Globe, £1,200; Norwich Union, £500; Alliance, £1,200; North British, £500; Sun, £750; Royal, £1,500; London and Lancashire, £250.: [152, 774, 281, 886]
- peppermint-advertisement: [153, 1414, 281, 1508]
- place-line: CONSTANTINOPLE, April 21.: [708, 1100, 818, 1110]
- article-meteorological: [562, 1139, 708, 1329]
- paragraph: Dense fog prevailed all the time.: [159, 257, 279, 267]
- credit-line: By Telegraph—Press Association.: [577, 1207, 676, 1214]
- article-adana: [699, 1278, 827, 1787]
- subheadline: WELLINGTON RACES.: [836, 446, 964, 459]
- place-line: WELLINGTON, April 21.: [581, 1216, 672, 1226]
- place-line: ATHENS, April 20.: [728, 123, 798, 133]
- subheadline: RACING.: [836, 430, 964, 443]
- paragraph: The funeral of the late Dr Wm. Saumarez Smith, Primate of Australia, took place to-day, a most impressive and solemn service being held at St. Andrew's Cathedral, which was packed, the congregation embracing large numbers of clergymen, including many of other denominations besides Anglican. Thousands of people gathered outside the cathedral, and watched the long procession along the route to the Waverley Cemetery. It is estimated that 10,000 persons assembled in the cemetery.: [289, 510, 417, 659]
- paragraph: Mr E. English, who officiated as judge in connection with the Motor Cycle Reliability Trial, the Hill-climbing competition and Petrol Consumption Test, recently held by the Christchurch Cycle and Motor Club, has made the following awards:—For reliability—Private Owners' Class: C. E. Daly, 3½ Triumph, 1st; A. Beaton, 3½ Triumph, 2nd; A. Menzies, 3½ Triumph, 3rd. Open Class: W. L. Blundell, 3½ Triumph, 1st; F. Howarth, 2nd; C. E. Daly, 3½ Triumph, 3rd. Hill-climbing Competition—Private Owners' Class: S. F. Barnett, 3½ Triumph, 1st; F. Howarth, 3½ Triumph, 2nd. Petrol Consumption—Private Owners' Class: A. Beaton, 3½ Triumph, 1st. Open Class: W. L. Blundell, 3½ Triumph, 1st. Other Prizes—Rider experiencing hardest luck, W. Hendry, 4½ F.N. Prize for best performance on hills, G. R. Brown, 3½ Triumph.: [562, 1388, 691, 1630]
- subheadline: AN EXCITING TIME.: [153, 96, 281, 109]
- article-canada: [289, 219, 417, 430]
- paragraph: Constables Brown and McGregor gave evidence in connection with the arrest of accused. Constable Baker also stated that he arrested accused at Featherston, and was cross-examined at some length by Mr Pownall.: [425, 753, 554, 828]
- article-body: [699, 1111, 827, 1273]
- headline: EMPIRE DEFENCE.: [453, 35, 527, 67]
- article-body: [836, 144, 964, 403]
- article-body: [289, 1181, 417, 1489]
